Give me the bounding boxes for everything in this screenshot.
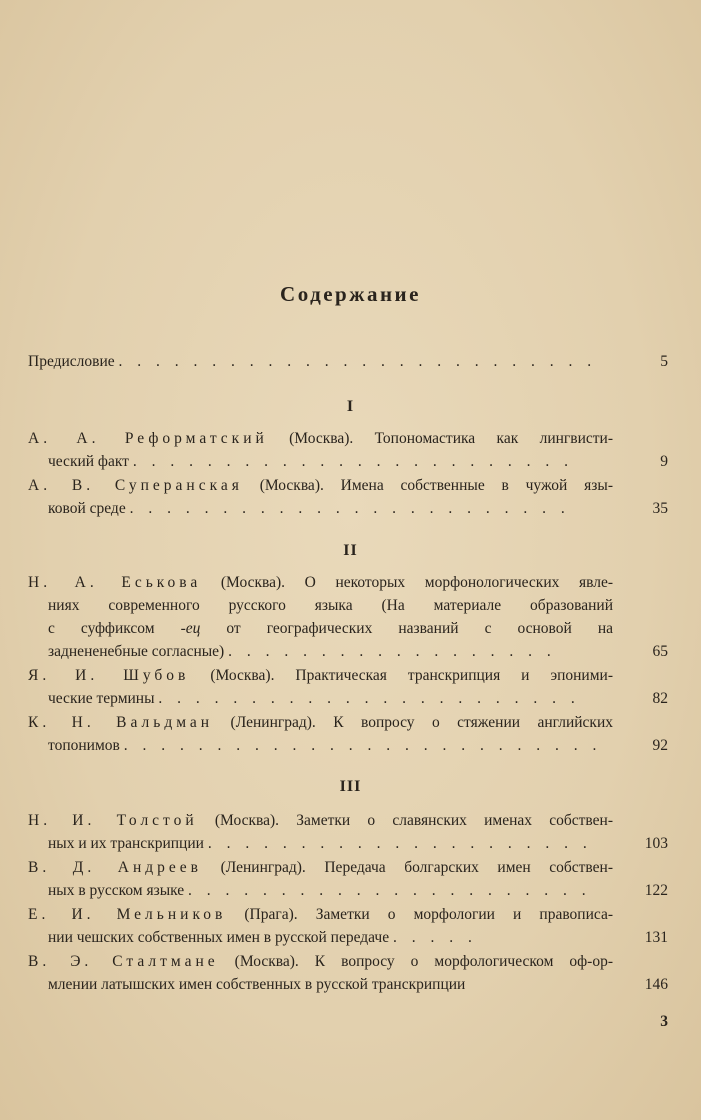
leader-dots: . . . . . . . . . . . . . . . . . . . . . . <box>188 882 592 899</box>
entry-title: (Ленинград). К вопросу о стяжении английских <box>213 714 613 731</box>
toc-entry-line <box>48 618 613 640</box>
toc-entry-preface <box>28 351 668 373</box>
entry-title-cont: ных и их транскрипции <box>48 835 204 852</box>
entry-author: А. А. Реформатский <box>28 430 268 447</box>
page-number: 146 <box>644 976 668 993</box>
entry-author: В. Д. Андреев <box>28 859 202 876</box>
toc-entry-line <box>28 857 613 879</box>
entry-title: (Москва). Практическая транскрипция и эпоними- <box>189 667 613 684</box>
page-number: 103 <box>644 835 668 852</box>
entry-title-cont: топонимов <box>48 737 120 754</box>
entry-title: (Москва). Топономастика как лингвисти- <box>267 430 613 447</box>
entry-author: Я. И. Шубов <box>28 667 190 684</box>
suffix-italic: -ец <box>180 620 201 637</box>
page-number: 122 <box>644 882 668 899</box>
entry-author: В. Э. Сталтмане <box>28 953 219 970</box>
toc-entry-line <box>48 735 668 757</box>
toc-entry-line <box>48 595 613 617</box>
leader-dots: . . . . . . . . . . . . . . . . . . . . . . . . . . <box>123 737 602 754</box>
entry-title-cont: от географических названий с основой на <box>200 620 614 637</box>
section-numeral: III <box>339 778 362 795</box>
page-number: 82 <box>652 690 668 707</box>
page-title: Содержание <box>280 282 421 306</box>
toc-entry-line <box>48 451 668 473</box>
entry-title-cont: ниях современного русского языка (На материале образований <box>48 597 613 614</box>
entry-author: А. В. Суперанская <box>28 477 243 494</box>
page-number: 5 <box>660 353 668 370</box>
entry-title: (Ленинград). Передача болгарских имен собствен- <box>202 859 613 876</box>
leader-dots: . . . . . . . . . . . . . . . . . . . . . . . . <box>132 453 574 470</box>
page-number: 92 <box>652 737 668 754</box>
entry-title-cont: ных в русском языке <box>48 882 185 899</box>
toc-entry-line <box>48 927 668 949</box>
toc-entry-line <box>28 810 613 832</box>
toc-entry-line <box>28 712 613 734</box>
entry-title-cont: млении латышских имен собственных в русской транскрипции <box>48 976 466 993</box>
entry-title-cont: заднененебные согласные) <box>48 643 225 660</box>
folio-page-number: 3 <box>660 1013 668 1030</box>
entry-title: (Москва). К вопросу о морфологическом оф- <box>218 953 593 970</box>
toc-entry-line <box>48 880 668 902</box>
entry-title-cont: ческие термины <box>48 690 155 707</box>
entry-author: Н. А. Еськова <box>28 574 202 591</box>
entry-title-cont: ковой среде <box>48 500 126 517</box>
toc-entry-line <box>28 572 613 594</box>
toc-entry-line <box>28 475 613 497</box>
entry-title: Предисловие <box>28 353 115 370</box>
toc-entry-line <box>28 951 613 973</box>
entry-author: К. Н. Вальдман <box>28 714 214 731</box>
leader-dots: . . . . . . . . . . . . . . . . . . <box>228 643 557 660</box>
entry-title-cont: нии чешских собственных имен в русской передаче <box>48 929 390 946</box>
leader-dots: . . . . . . . . . . . . . . . . . . . . . <box>207 835 593 852</box>
entry-title: (Москва). Имена собственные в чужой язы- <box>242 477 613 494</box>
page-number: 131 <box>644 929 668 946</box>
entry-title: (Москва). О некоторых морфонологических явле- <box>201 574 614 591</box>
entry-title-cont: ческий факт <box>48 453 129 470</box>
toc-entry-line <box>28 904 613 926</box>
entry-author: Е. И. Мельников <box>28 906 227 923</box>
toc-entry-line <box>48 833 668 855</box>
toc-entry-line <box>28 428 613 450</box>
page-number: 9 <box>660 453 668 470</box>
page-number: 35 <box>652 500 668 517</box>
page-number: 65 <box>652 643 668 660</box>
toc-entry-line <box>28 665 613 687</box>
leader-dots: . . . . . . . . . . . . . . . . . . . . . . . . <box>129 500 571 517</box>
entry-title: ор- <box>592 953 613 970</box>
section-numeral: I <box>346 398 355 415</box>
entry-title-cont: с суффиксом <box>48 620 181 637</box>
leader-dots: . . . . . <box>392 929 478 946</box>
leader-dots: . . . . . . . . . . . . . . . . . . . . . . . . . . <box>118 353 597 370</box>
toc-entry-line <box>48 688 668 710</box>
entry-author: Н. И. Толстой <box>28 812 198 829</box>
entry-title: (Прага). Заметки о морфологии и правописа- <box>226 906 614 923</box>
toc-entry-line <box>48 641 668 663</box>
section-numeral: II <box>343 542 358 559</box>
entry-title: (Москва). Заметки о славянских именах собствен- <box>197 812 613 829</box>
toc-entry-line <box>48 974 668 996</box>
leader-dots: . . . . . . . . . . . . . . . . . . . . . . . <box>158 690 581 707</box>
toc-entry-line <box>48 498 668 520</box>
